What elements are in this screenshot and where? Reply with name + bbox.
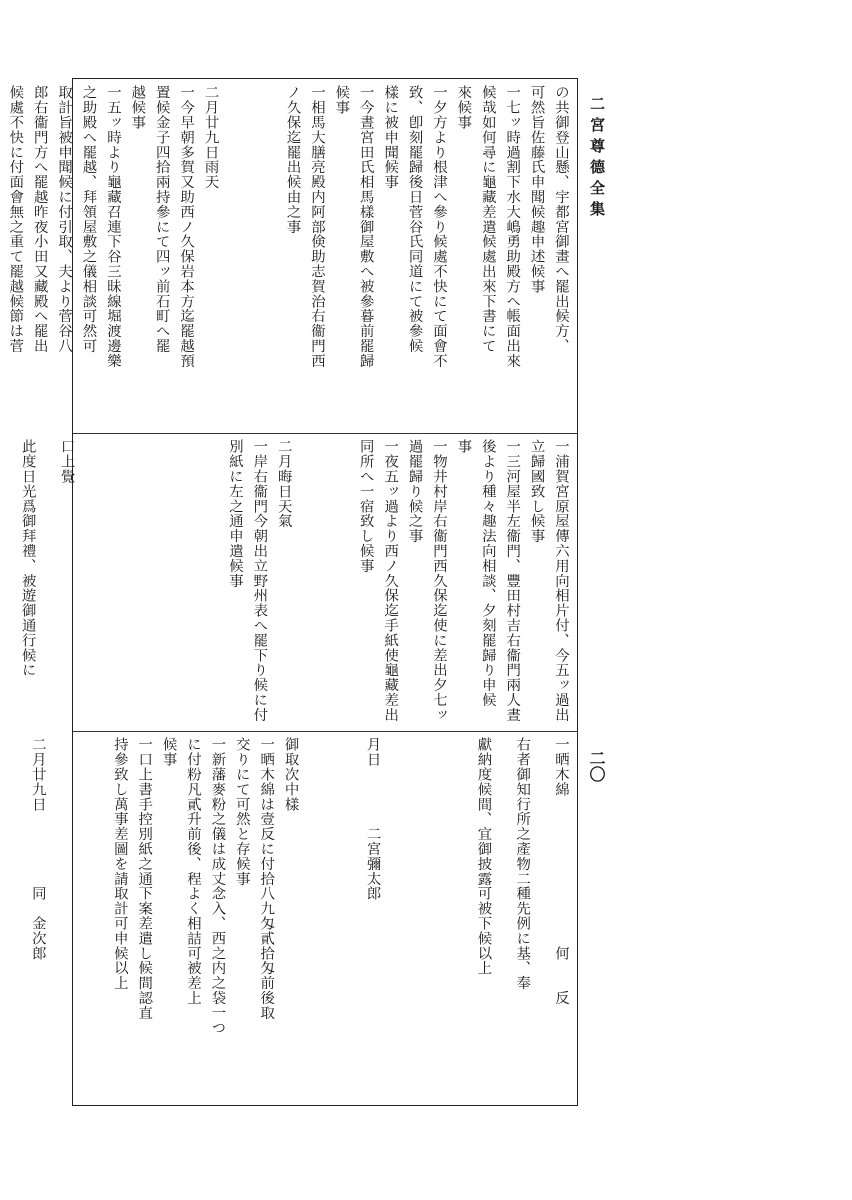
text-column: 一晒木綿は壹反に付拾八九匁貳拾匁前後取: [258, 737, 275, 1021]
text-column: 候哉如何尋に龜藏差遣候處出來下書にて: [479, 85, 496, 354]
text-column: 月日 二宮彌太郎: [364, 737, 381, 901]
text-column: 御取次中樣: [282, 737, 299, 812]
text-column: 事: [455, 439, 472, 454]
text-column: 越候事: [129, 85, 146, 130]
text-column: 一今晝宮田氏相馬樣御屋敷へ被參暮前罷歸: [357, 85, 374, 369]
text-column: 獻納度候間、宜御披露可被下候以上: [475, 737, 492, 976]
text-column: 一浦賀宮原屋傳六用向相片付、今五ッ過出: [553, 439, 569, 723]
text-column: 一晒木綿 何 反: [553, 737, 569, 1006]
upper-tier: [7, 85, 577, 429]
text-column: 二月廿九日 同 金次郎: [29, 737, 46, 961]
text-column: 別紙に左之通申遣候事: [226, 439, 243, 588]
text-column: 候處不快に付面會無之重て罷越候節は菅: [7, 85, 24, 354]
text-column: に付粉凡貳升前後、程よく相詰可被差上: [184, 737, 201, 1006]
text-column: [0, 85, 3, 429]
text-column: 置候金子四拾兩持參にて四ッ前石町へ罷: [153, 85, 170, 354]
text-column: 一今早朝多賀又助西ノ久保岩本方迄罷越預: [178, 85, 195, 369]
text-column: 交りにて可然と存候事: [233, 737, 250, 886]
text-column: 候事: [333, 85, 350, 115]
text-column: 後より種々趣法向相談、夕刻罷歸り申候: [479, 439, 496, 708]
text-column: 二月廿九日雨天: [202, 85, 219, 190]
text-column: 一新藩麥粉之儀は成丈念入、西之内之袋一つ: [209, 737, 226, 1035]
page-number: 二〇: [587, 750, 606, 782]
text-column: 右者御知行所之產物二種先例に基、奉: [514, 737, 531, 991]
text-column: 同所へ一宿致し候事: [357, 439, 374, 574]
text-column: 此度日光爲御拜禮、被遊御通行候に: [19, 439, 36, 678]
text-column: 二月晦日天氣: [275, 439, 292, 529]
text-column: 郎右衞門方へ罷越昨夜小田又藏殿へ罷出: [31, 85, 48, 354]
text-column: 之助殿へ罷越、拜領屋敷之儀相談可然可: [80, 85, 97, 354]
text-column: 一三河屋半左衞門、豐田村吉右衞門兩人晝: [504, 439, 521, 723]
tier-divider-upper: [73, 433, 577, 434]
text-column: 一口上書手控別紙之通下案差遣し候間認直: [136, 737, 153, 1021]
text-column: 候事: [160, 737, 177, 767]
text-column: 一夕方より根津へ參り候處不快にて面會不: [430, 85, 447, 369]
text-column: 立歸國致し候事: [528, 439, 545, 544]
text-column: 可然旨佐藤氏申聞候趣申述候事: [528, 85, 545, 294]
text-column: 一夜五ッ過より西ノ久保迄手紙使龜藏差出: [382, 439, 399, 723]
text-column: 口上覺: [58, 439, 75, 484]
text-column: 一七ッ時過割下水大嶋勇助殿方へ帳面出來: [504, 85, 521, 369]
tier-divider-lower: [73, 731, 577, 732]
text-column: 一相馬大膳亮殿内阿部倹助志賀治右衞門西: [308, 85, 325, 369]
text-column: 取計旨被申聞候に付引取、夫より菅谷八: [56, 85, 73, 354]
text-column: ノ久保迄罷出候由之事: [284, 85, 301, 234]
text-column: 過罷歸り候之事: [406, 439, 423, 544]
lower-tier: [29, 737, 577, 1101]
text-column: [0, 737, 25, 1101]
text-frame: [7, 78, 578, 1106]
text-column: 持參致し萬事差圖を請取計可申候以上: [111, 737, 128, 991]
text-column: 致、卽刻罷歸後日菅谷氏同道にて被參候: [406, 85, 423, 354]
text-column: 樣に被申聞候事: [382, 85, 399, 190]
text-column: 一五ッ時より龜藏召連下谷三昧線堀渡邊樂: [104, 85, 121, 369]
text-column: 一岸右衞門今朝出立野州表へ罷下り候に付: [251, 439, 268, 723]
text-column: 一物井村岸右衞門西久保迄使に差出夕七ッ: [430, 439, 447, 723]
text-column: [0, 439, 15, 727]
text-column: 來候事: [455, 85, 472, 130]
text-column: の共御登山懸、宇都宮御畫へ罷出候方、: [553, 85, 569, 354]
running-title: 二宮尊德全集: [588, 96, 606, 222]
middle-tier: [19, 439, 577, 727]
